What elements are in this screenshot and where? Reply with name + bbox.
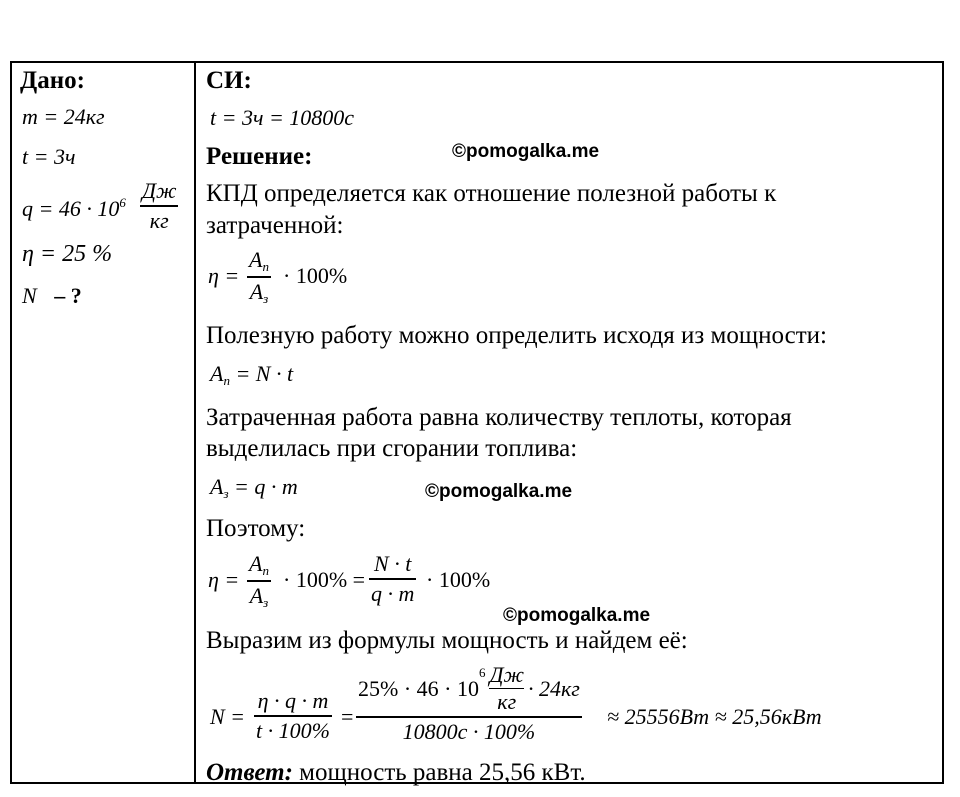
formula5-numerator1: η · q · m [257,688,329,713]
formula3-sub: з [223,486,229,501]
given-mass: m = 24кг [22,104,105,129]
formula1-numerator: A [249,247,263,272]
si-header: СИ: [206,67,252,94]
paragraph-efficiency-line1: КПД определяется как отношение полезной работы к [206,180,777,207]
solution-header: Решение: [206,143,313,170]
formula1-denominator-sub: з [263,290,269,306]
formula5-left: N = [210,704,246,729]
paragraph-efficiency-line2: затраченной: [206,212,344,239]
formula5-numerator2-a: 25% · 46 · 10 [358,675,479,701]
given-q-value: q = 46 · 10 [22,196,120,221]
formula5-numerator2-unit-den: кг [497,689,517,715]
formula5-fraction1 [254,690,332,742]
paragraph-spent-work-line2: выделилась при сгорании топлива: [206,435,578,462]
formula1-fraction [247,249,271,305]
formula5-numerator2-unit [489,664,523,713]
paragraph-therefore: Поэтому: [206,515,306,542]
formula4-numerator2: N · t [374,551,412,576]
given-q-unit-fraction [140,180,178,232]
formula5-denominator1: t · 100% [256,717,330,743]
paragraph-spent-work-line1: Затраченная работа равна количеству теплоты, которая [206,404,792,431]
formula5-numerator2-exp: 6 [478,665,486,680]
given-q-unit-numerator: Дж [142,178,177,203]
formula5-numerator2-b: · 24кг [527,675,580,701]
formula2-sub: п [223,373,230,388]
formula4-middle: · 100% = [283,567,366,592]
given-unknown [22,285,82,307]
given-q-exponent: 6 [119,195,126,210]
formula3-rest: = q · m [228,474,298,499]
formula5-result: ≈ 25556Вт ≈ 25,56кВт [607,704,822,729]
formula4-left: η = [208,567,240,592]
given-unknown-var: N [22,283,37,308]
given-q-unit-denominator: кг [149,207,169,233]
paragraph-express-power: Выразим из формулы мощность и найдем её: [206,627,688,654]
formula5-fraction2 [356,664,582,743]
formula3-a: A [210,474,224,499]
formula4-numerator1-sub: п [262,563,269,578]
formula1-numerator-sub: п [262,259,269,274]
formula1-denominator: A [249,278,264,304]
si-time-conversion: t = 3ч = 10800c [210,105,355,130]
given-efficiency: η = 25 % [22,241,113,267]
formula2-rest: = N · t [229,361,294,386]
formula4-right: · 100% [426,567,491,592]
given-header: Дано: [20,67,85,94]
column-divider [194,61,196,784]
answer-text: мощность равна 25,56 кВт. [292,759,586,786]
given-time: t = 3ч [22,144,76,169]
formula5-numerator2-unit-num: Дж [489,662,524,687]
formula4-fraction1 [247,553,271,609]
formula3 [210,476,298,500]
formula1-left: η = [208,263,240,288]
paragraph-useful-work: Полезную работу можно определить исходя из мощности: [206,322,827,349]
answer-label: Ответ: [206,759,293,786]
given-heat-of-combustion [22,196,126,220]
watermark: ©pomogalka.me [425,481,573,502]
formula4-denominator2: q · m [371,580,415,606]
given-unknown-mark: – ? [54,283,82,308]
formula4-numerator1: A [249,551,263,576]
formula5-denominator2: 10800с · 100% [402,718,536,744]
formula4-denominator1: A [249,582,264,608]
formula1-right: · 100% [283,263,348,288]
formula2 [210,363,293,387]
watermark: ©pomogalka.me [452,141,600,162]
formula4-denominator1-sub: з [263,594,269,610]
formula5-equals: = [341,704,354,729]
formula4-fraction2 [369,553,416,605]
formula2-a: A [210,361,224,386]
watermark: ©pomogalka.me [503,605,651,626]
answer [206,760,586,785]
